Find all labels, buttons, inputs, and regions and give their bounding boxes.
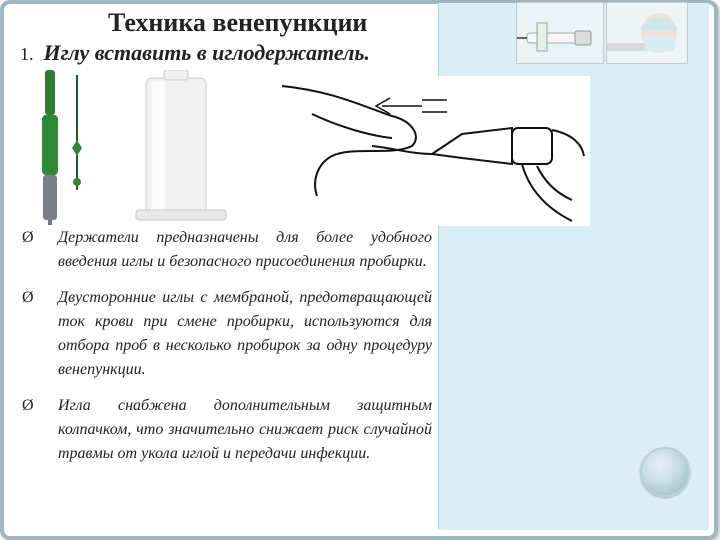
step-number: 1. bbox=[20, 44, 34, 64]
bullet-item bbox=[22, 394, 432, 466]
bullet-arrow-icon: Ø bbox=[22, 289, 34, 306]
bullet-item bbox=[22, 286, 432, 382]
holder-image bbox=[126, 70, 236, 225]
bullet-text: Игла снабжена дополнительным защитным колпачком, что значительно снижает риск случайной травмы от укола иглой и передачи инфекции. bbox=[58, 397, 432, 462]
step-text: Иглу вставить в иглодержатель. bbox=[43, 40, 370, 65]
step-heading bbox=[20, 40, 370, 66]
bullet-list bbox=[22, 226, 432, 478]
bullet-text: Держатели предназначены для более удобного введения иглы и безопасного присоединения пробирки. bbox=[58, 229, 432, 270]
slide-title: Техника венепункции bbox=[108, 8, 368, 37]
circle-button[interactable] bbox=[640, 447, 690, 497]
bullet-arrow-icon: Ø bbox=[22, 397, 34, 414]
nurse-photo bbox=[606, 2, 688, 64]
bullet-arrow-icon: Ø bbox=[22, 229, 34, 246]
vacutainer-photo bbox=[516, 2, 604, 64]
insertion-illustration bbox=[272, 76, 590, 226]
needle-image bbox=[22, 70, 122, 225]
bullet-item bbox=[22, 226, 432, 274]
bullet-text: Двусторонние иглы с мембраной, предотвращающей ток крови при смене пробирки, используются для отбора проб в несколько пробирок за одну процедуру венепункции. bbox=[58, 289, 432, 378]
